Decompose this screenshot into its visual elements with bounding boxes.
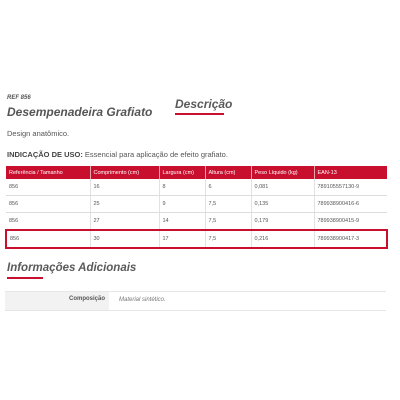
cell-ref: 856: [6, 230, 90, 248]
cell-ean: 789938900417-3: [314, 230, 387, 248]
table-row: [6, 213, 387, 231]
usage-label: INDICAÇÃO DE USO:: [7, 150, 83, 159]
cell-width: 17: [159, 230, 205, 248]
info-key-label: Composição: [68, 296, 105, 302]
cell-height: 7,5: [205, 213, 251, 231]
product-ref: REF 856: [7, 95, 31, 101]
cell-length: 27: [90, 213, 159, 231]
header-ref-size: Referência / Tamanho: [6, 166, 90, 179]
additional-info-underline: [7, 277, 43, 279]
description-text: Design anatômico.: [7, 129, 70, 138]
info-value: Material sintético.: [119, 297, 166, 303]
cell-height: 6: [205, 179, 251, 196]
cell-length: 30: [90, 230, 159, 248]
cell-ref: 856: [6, 196, 90, 213]
usage-text: [7, 150, 228, 159]
tab-active-indicator: [175, 113, 224, 115]
tab-description[interactable]: Descrição: [175, 97, 233, 111]
header-width: Largura (cm): [159, 166, 205, 179]
cell-height: 7,5: [205, 196, 251, 213]
cell-height: 7,5: [205, 230, 251, 248]
specs-table: [5, 166, 388, 249]
cell-ref: 856: [6, 179, 90, 196]
header-weight: Peso Líquido (kg): [251, 166, 314, 179]
header-ean: EAN-13: [314, 166, 387, 179]
cell-weight: 0,081: [251, 179, 314, 196]
cell-ean: 789105557130-9: [314, 179, 387, 196]
table-row-selected[interactable]: [6, 230, 387, 248]
cell-weight: 0,179: [251, 213, 314, 231]
cell-width: 14: [159, 213, 205, 231]
cell-width: 9: [159, 196, 205, 213]
header-length: Comprimento (cm): [90, 166, 159, 179]
cell-length: 16: [90, 179, 159, 196]
table-row: [6, 196, 387, 213]
info-row-composition: [5, 291, 386, 311]
cell-length: 25: [90, 196, 159, 213]
table-row: [6, 179, 387, 196]
specs-header-row: [6, 166, 387, 179]
cell-weight: 0,135: [251, 196, 314, 213]
cell-width: 8: [159, 179, 205, 196]
product-title: Desempenadeira Grafiato: [7, 105, 153, 119]
cell-ref: 856: [6, 213, 90, 231]
header-height: Altura (cm): [205, 166, 251, 179]
usage-value: Essencial para aplicação de efeito grafiato.: [82, 150, 228, 159]
cell-ean: 789938900416-6: [314, 196, 387, 213]
cell-ean: 789938900415-9: [314, 213, 387, 231]
additional-info-title: Informações Adicionais: [7, 262, 137, 274]
info-key-cell: [5, 292, 109, 310]
cell-weight: 0,216: [251, 230, 314, 248]
